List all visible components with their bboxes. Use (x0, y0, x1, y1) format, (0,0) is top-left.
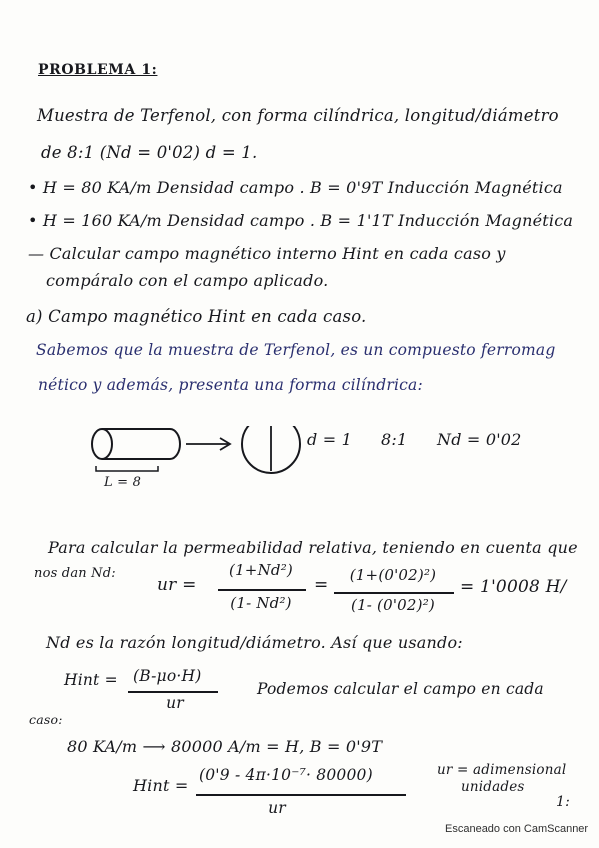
ratio-label: 8:1 (381, 430, 408, 449)
scanner-watermark: Escaneado con CamScanner (445, 823, 589, 835)
hint-calc-bar (196, 794, 406, 796)
caso-label: caso: (29, 712, 63, 727)
problem-title: PROBLEMA 1: (38, 62, 158, 78)
fraction1-denominator: (1- Nd²) (230, 594, 292, 612)
ur-units-note2: unidades (461, 779, 525, 795)
task-line2: compáralo con el campo aplicado. (46, 271, 329, 290)
unit-conversion: 80 KA/m ⟶ 80000 A/m = H, B = 0'9T (67, 737, 383, 756)
length-label: L = 8 (104, 475, 142, 490)
hint-calc-text: Podemos calcular el campo en cada (257, 680, 544, 698)
cylinder-left-end (92, 429, 112, 459)
fraction2-denominator: (1- (0'02)²) (351, 596, 435, 614)
hint-formula-denominator: ur (166, 694, 184, 712)
part-a-sentence2: nético y además, presenta una forma cilíndrica: (38, 376, 423, 394)
nd-explanation: Nd es la razón longitud/diámetro. Así que usando: (46, 633, 463, 652)
hint-formula-bar (128, 691, 218, 693)
fraction2-numerator: (1+(0'02)²) (349, 566, 437, 584)
hint-calc-denominator: ur (268, 799, 286, 817)
task-line1: — Calcular campo magnético interno Hint en cada caso y (28, 244, 506, 263)
page-marker: 1: (556, 794, 571, 810)
problem-statement-line1: Muestra de Terfenol, con forma cilíndrica, longitud/diámetro (37, 106, 559, 125)
part-a-sentence1: Sabemos que la muestra de Terfenol, es un compuesto ferromag (36, 341, 556, 359)
part-a-heading: a) Campo magnético Hint en cada caso. (26, 307, 367, 326)
hint-calc-numerator: (0'9 - 4π·10⁻⁷· 80000) (199, 766, 373, 784)
ur-label: ur = (157, 575, 197, 595)
case-bullet-1: • H = 80 KA/m Densidad campo . B = 0'9T Inducción Magnética (28, 178, 563, 197)
case-bullet-2: • H = 160 KA/m Densidad campo . B = 1'1T Inducción Magnética (28, 211, 574, 230)
diameter-label: d = 1 (307, 430, 352, 449)
hint-formula-numerator: (B-μo·H) (133, 667, 202, 685)
equals-sign: = (314, 575, 329, 595)
ur-units-note1: ur = adimensional (437, 762, 567, 778)
permeability-result: = 1'0008 H/ (460, 577, 567, 597)
hint-formula-label: Hint = (64, 671, 118, 689)
fraction1-bar (218, 589, 306, 591)
length-bracket (96, 466, 158, 471)
permeability-intro-line1: Para calcular la permeabilidad relativa, teniendo en cuenta que (48, 538, 578, 557)
fraction1-numerator: (1+Nd²) (229, 561, 293, 579)
cylinder-right-end (170, 429, 180, 459)
nd-label: Nd = 0'02 (437, 430, 522, 449)
fraction2-bar (334, 592, 454, 594)
problem-statement-line2: de 8:1 (Nd = 0'02) d = 1. (41, 143, 258, 162)
permeability-intro-line2: nos dan Nd: (34, 566, 116, 581)
hint-calc-label: Hint = (133, 776, 189, 795)
